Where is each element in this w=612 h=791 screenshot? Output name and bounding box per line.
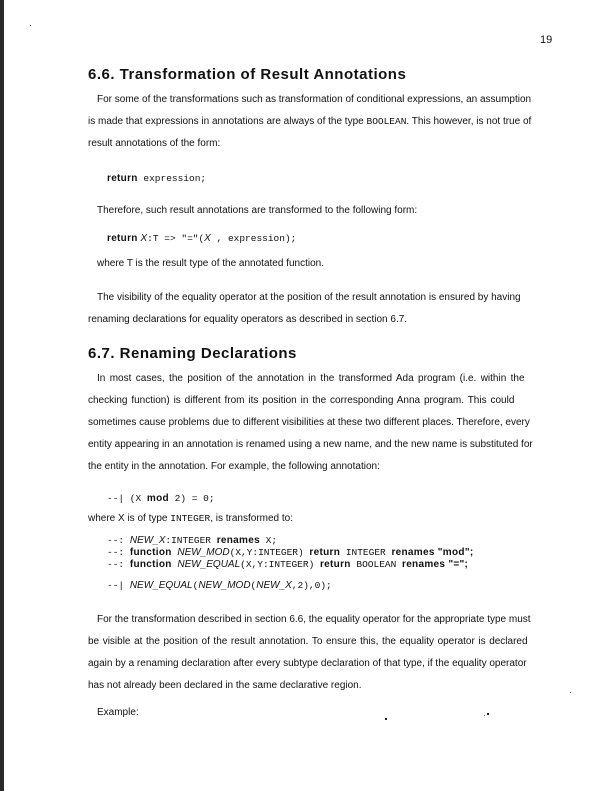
- code-return-transformed: return X:T => "="(X , expression);: [107, 233, 297, 244]
- code-annotation: --| (X mod 2) = 0;: [107, 493, 215, 504]
- section-6-6-heading: 6.6. Transformation of Result Annotations: [88, 66, 407, 83]
- para-line: In most cases, the position of the annotation in the transformed Ada program (i.e. within the: [97, 373, 525, 384]
- para-line: For some of the transformations such as transformation of conditional expressions, an assumption: [97, 94, 532, 105]
- scan-speck: [570, 692, 571, 693]
- section-6-7-heading: 6.7. Renaming Declarations: [88, 345, 297, 362]
- para-line: For the transformation described in section 6.6, the equality operator for the appropriate type must: [97, 614, 531, 625]
- para-line: sometimes cause problems due to different visibilities at these two different places. Therefore, every: [88, 417, 530, 428]
- example-label: Example:: [97, 707, 139, 718]
- para-line: has not already been declared in the same declarative region.: [88, 680, 362, 691]
- para-line: checking function) is different from its position in the corresponding Anna program. This could: [88, 395, 515, 406]
- scan-left-edge: [0, 0, 4, 791]
- para-line: result annotations of the form:: [88, 138, 221, 149]
- code-rename-new-x: --: NEW_X:INTEGER renames X;: [107, 535, 278, 546]
- para-line: renaming declarations for equality operators as described in section 6.7.: [88, 314, 408, 325]
- page-number: 19: [540, 34, 553, 46]
- scan-speck: [385, 718, 387, 720]
- para-line: The visibility of the equality operator at the position of the result annotation is ensured by having: [97, 292, 521, 303]
- scan-speck: [30, 25, 31, 26]
- para-line: again by a renaming declaration after every subtype declaration of that type, if the equality operator: [88, 658, 527, 669]
- where-t-line: where T is the result type of the annotated function.: [97, 258, 324, 269]
- code-return-expression: return expression;: [107, 173, 207, 184]
- therefore-line: Therefore, such result annotations are transformed to the following form:: [97, 205, 418, 216]
- para-line: the entity in the annotation. For example, the following annotation:: [88, 461, 380, 472]
- code-rename-new-equal: --: function NEW_EQUAL(X,Y:INTEGER) return BOOLEAN renames "=";: [107, 559, 469, 570]
- para-line: is made that expressions in annotations are always of the type BOOLEAN. This however, is not true of: [88, 116, 532, 127]
- code-rename-new-mod: --: function NEW_MOD(X,Y:INTEGER) return INTEGER renames "mod";: [107, 547, 474, 558]
- scan-speck: [487, 713, 489, 715]
- scan-speck: [484, 715, 485, 716]
- para-line: be visible at the position of the result annotation. To ensure this, the equality operator is declared: [88, 636, 528, 647]
- where-x-line: where X is of type INTEGER, is transformed to:: [88, 513, 293, 524]
- para-line: entity appearing in an annotation is renamed using a new name, and the new name is substituted for: [88, 439, 533, 450]
- code-transformed-annotation: --| NEW_EQUAL(NEW_MOD(NEW_X,2),0);: [107, 580, 332, 591]
- type-boolean: BOOLEAN: [366, 116, 407, 127]
